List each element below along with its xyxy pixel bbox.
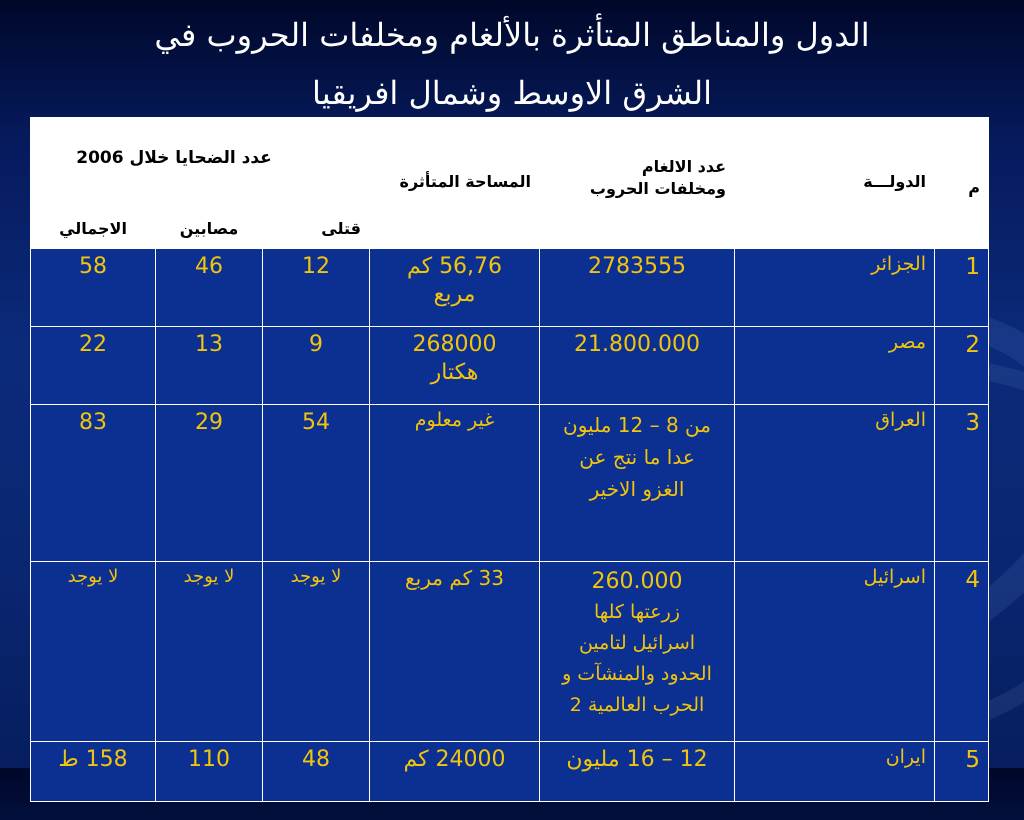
header-killed: قتلى xyxy=(263,205,370,249)
header-mines xyxy=(540,118,735,249)
row-injured: لا يوجد xyxy=(156,562,263,742)
row-index: 2 xyxy=(935,327,989,405)
row-country: مصر xyxy=(735,327,935,405)
area-line: مربع xyxy=(433,281,476,307)
row-killed: لا يوجد xyxy=(263,562,370,742)
mines-line: الحدود والمنشآت و xyxy=(562,663,712,685)
header-victims: عدد الضحايا خلال 2006 xyxy=(31,118,370,205)
area-line: 33 كم مربع xyxy=(405,566,504,590)
row-total: 158 ط xyxy=(31,742,156,802)
row-country: الجزائر xyxy=(735,249,935,327)
row-total: 83 xyxy=(31,405,156,562)
table-row xyxy=(31,742,989,802)
mines-line: 21.800.000 xyxy=(574,332,700,357)
row-mines xyxy=(540,562,735,742)
row-area xyxy=(370,405,540,562)
table-row xyxy=(31,327,989,405)
header-country: الدولـــة xyxy=(735,118,935,249)
header-injured: مصابين xyxy=(156,205,263,249)
row-total: 58 xyxy=(31,249,156,327)
header-area: المساحة المتأثرة xyxy=(370,118,540,249)
header-index: م xyxy=(935,118,989,249)
row-index: 3 xyxy=(935,405,989,562)
row-killed: 12 xyxy=(263,249,370,327)
row-country: اسرائيل xyxy=(735,562,935,742)
table-row xyxy=(31,405,989,562)
area-line: هكتار xyxy=(430,359,479,385)
area-line: 268000 xyxy=(412,332,497,357)
slide-title xyxy=(0,6,1024,122)
row-killed: 54 xyxy=(263,405,370,562)
row-total: 22 xyxy=(31,327,156,405)
row-index: 1 xyxy=(935,249,989,327)
landmines-table xyxy=(30,117,989,802)
row-killed: 9 xyxy=(263,327,370,405)
mines-line: 2783555 xyxy=(588,254,686,279)
area-line: 56,76 كم xyxy=(406,254,503,279)
row-injured: 13 xyxy=(156,327,263,405)
row-index: 4 xyxy=(935,562,989,742)
mines-line: من 8 – 12 مليون xyxy=(563,413,711,437)
table-row xyxy=(31,249,989,327)
table-row xyxy=(31,562,989,742)
row-area xyxy=(370,742,540,802)
row-area xyxy=(370,327,540,405)
row-injured: 46 xyxy=(156,249,263,327)
mines-line: اسرائيل لتامين xyxy=(578,632,696,654)
header-mines-line-1: عدد الالغام xyxy=(641,157,726,176)
row-injured: 29 xyxy=(156,405,263,562)
mines-line: 260.000 xyxy=(591,569,683,594)
header-row xyxy=(31,118,989,205)
title-line-2: الشرق الاوسط وشمال افريقيا xyxy=(311,74,713,112)
row-area xyxy=(370,562,540,742)
row-total: لا يوجد xyxy=(31,562,156,742)
row-country: ايران xyxy=(735,742,935,802)
mines-line: 12 – 16 مليون xyxy=(566,747,708,772)
row-mines xyxy=(540,742,735,802)
row-killed: 48 xyxy=(263,742,370,802)
header-mines-line-2: ومخلفات الحروب xyxy=(589,179,726,198)
area-line: 24000 كم xyxy=(403,747,506,772)
row-injured: 110 xyxy=(156,742,263,802)
mines-line: الغزو الاخير xyxy=(589,477,685,501)
area-line: غير معلوم xyxy=(414,409,495,431)
mines-line: الحرب العالمية 2 xyxy=(569,694,705,716)
row-area xyxy=(370,249,540,327)
row-country: العراق xyxy=(735,405,935,562)
row-mines xyxy=(540,249,735,327)
mines-line: زرعتها كلها xyxy=(594,601,680,623)
header-total: الاجمالي xyxy=(31,205,156,249)
row-mines xyxy=(540,405,735,562)
mines-line: عدا ما نتج عن xyxy=(579,445,695,469)
row-mines xyxy=(540,327,735,405)
row-index: 5 xyxy=(935,742,989,802)
title-line-1: الدول والمناطق المتأثرة بالألغام ومخلفات الحروب في xyxy=(154,16,870,54)
